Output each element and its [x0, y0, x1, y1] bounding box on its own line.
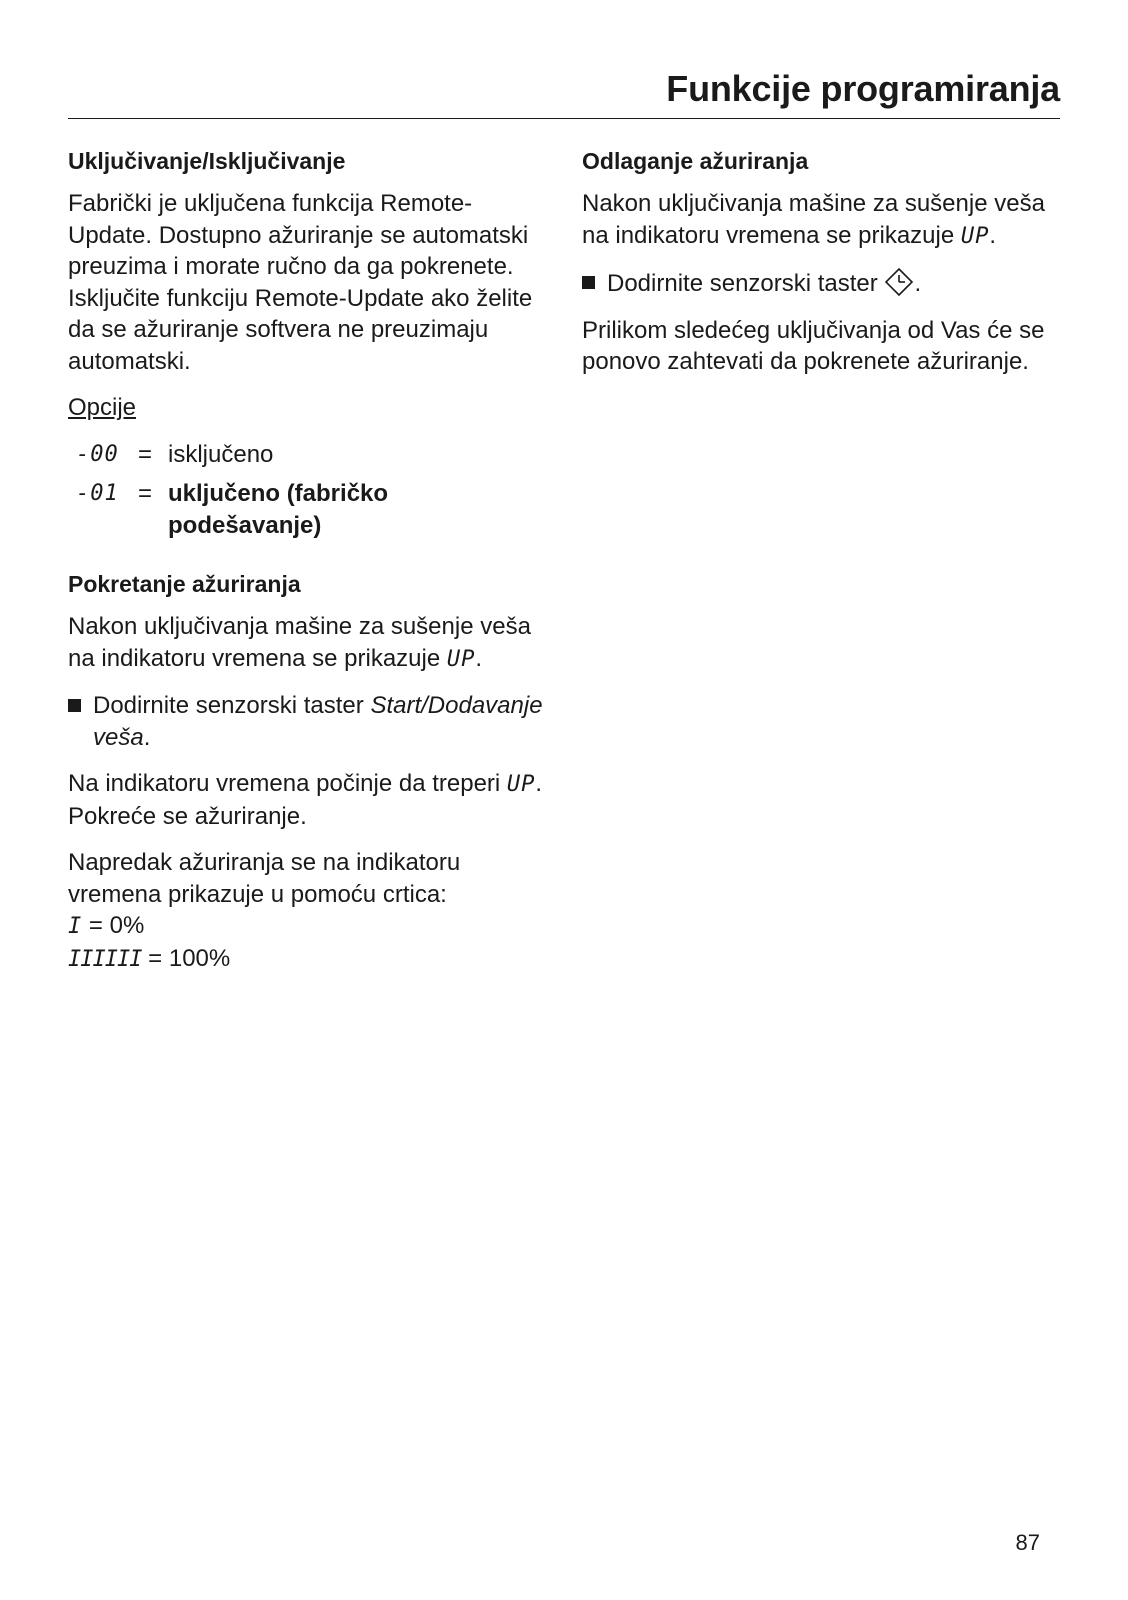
section-heading-start-update: Pokretanje ažuriranja: [68, 571, 301, 597]
option-code-off: -00: [76, 441, 119, 467]
timer-icon: [884, 267, 914, 297]
progress-description: [68, 847, 546, 975]
display-code-up: UP: [506, 772, 536, 797]
progress-value-max: = 100%: [148, 944, 231, 972]
bullet-text: [607, 267, 1060, 300]
punctuation: .: [914, 270, 922, 297]
bullet-text-postpone: Dodirnite senzorski taster: [607, 270, 878, 297]
progress-code-max: IIIIII: [68, 946, 142, 972]
bullet-text: [93, 690, 546, 753]
option-equals: =: [138, 480, 153, 507]
instruction-bullet-start: [68, 690, 546, 753]
option-row-off: [68, 439, 546, 471]
page-header: [68, 56, 1060, 119]
start-update-para1-text: Nakon uključivanja mašine za sušenje veša na indikatoru vremena se prikazuje: [68, 613, 531, 672]
progress-description-text: Napredak ažuriranja se na indikatoru vremena prikazuje u pomoću crtica:: [68, 849, 461, 908]
start-update-para2: [68, 768, 546, 832]
display-code-up: UP: [960, 223, 990, 249]
left-column: [68, 146, 546, 975]
punctuation: .: [143, 723, 151, 751]
option-code-on: -01: [76, 481, 119, 506]
instruction-bullet-postpone: [582, 267, 1060, 300]
options-label: Opcije: [68, 394, 137, 421]
start-update-para2-text: Na indikatoru vremena počinje da treperi: [68, 770, 501, 797]
option-text-on: uključeno (fabričko podešavanje): [168, 480, 389, 539]
display-code-up: UP: [446, 646, 476, 672]
page-title: Funkcije programiranja: [666, 68, 1060, 109]
start-update-para1: [68, 611, 546, 675]
bullet-square-icon: [582, 276, 595, 289]
page-number: 87: [1015, 1530, 1040, 1555]
bullet-text-start: Dodirnite senzorski taster: [93, 692, 364, 719]
section-heading-on-off: Uključivanje/Isključivanje: [68, 148, 346, 174]
section-heading-postpone-update: Odlaganje ažuriranja: [582, 148, 809, 174]
start-update-para2-end: . Pokreće se ažuriranje.: [68, 770, 543, 830]
on-off-description: Fabrički je uključena funkcija Remote-Update. Dostupno ažuriranje se automatski preuzima i morate ručno da ga pokrenete. Isključite funkciju Remote-Update ako želite da se ažuriranje softvera ne preuzimaju automatski.: [68, 190, 533, 375]
postpone-para2: Prilikom sledećeg uključivanja od Vas će se ponovo zahtevati da pokrenete ažuriranje.: [582, 316, 1045, 375]
progress-code-min: I: [68, 914, 83, 939]
sensor-key-name: Start/Dodavanje veša: [93, 692, 543, 751]
option-equals: =: [138, 440, 153, 468]
punctuation: .: [989, 221, 997, 249]
options-list: [68, 439, 546, 542]
punctuation: .: [475, 644, 483, 672]
progress-value-min: = 0%: [88, 912, 145, 939]
right-column: [582, 146, 1060, 393]
postpone-para1-text: Nakon uključivanja mašine za sušenje veša na indikatoru vremena se prikazuje: [582, 190, 1045, 249]
bullet-square-icon: [68, 699, 81, 712]
option-row-on: [68, 478, 546, 541]
postpone-para1: [582, 188, 1060, 252]
option-text-off: isključeno: [168, 440, 274, 468]
